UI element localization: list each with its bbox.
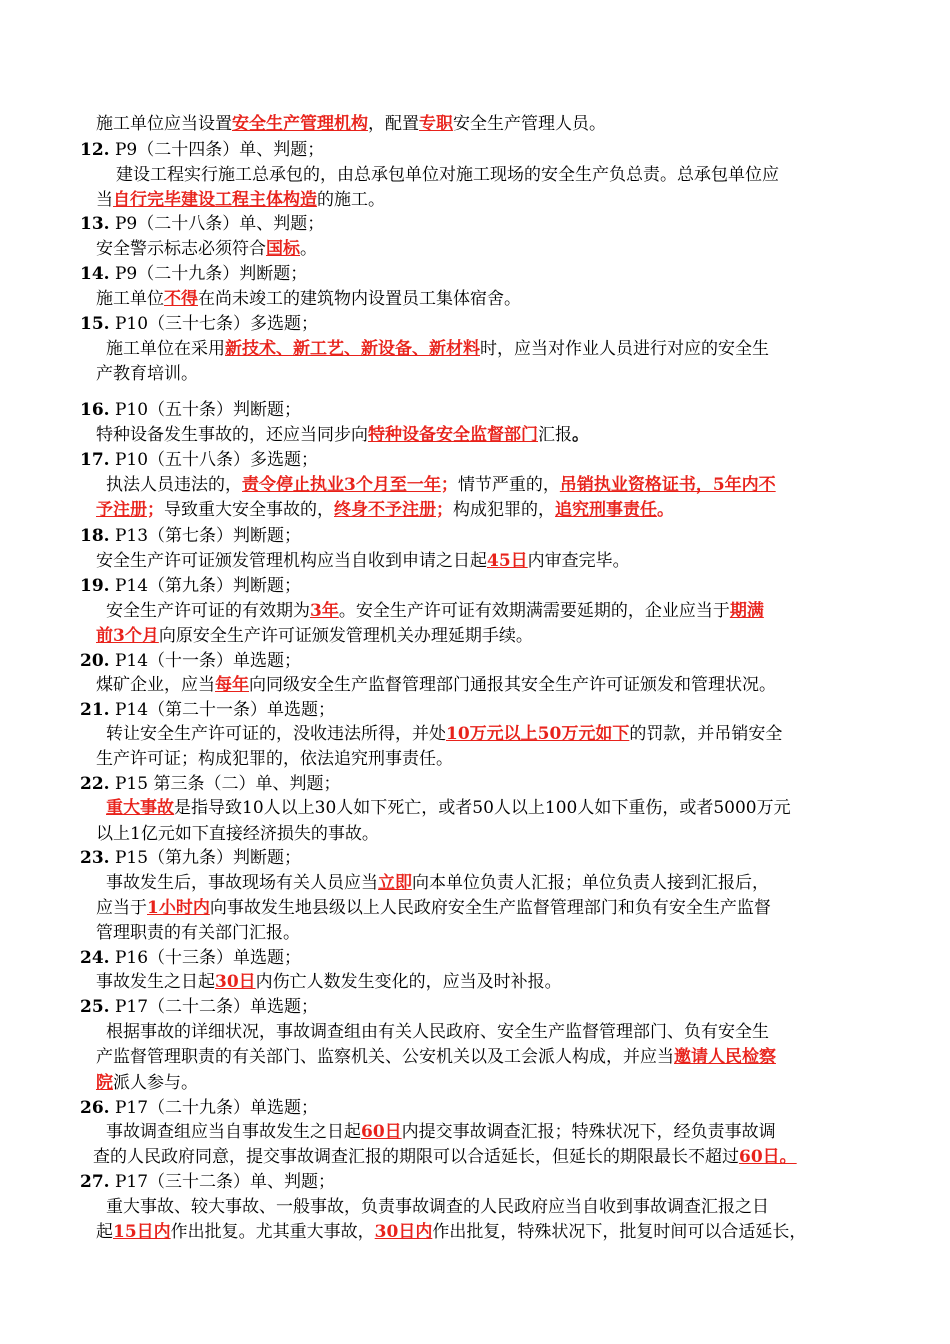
highlighted-term: 1小时内 [147, 898, 210, 918]
highlighted-term: 特种设备安全监督部门 [368, 425, 538, 445]
answer-line [96, 747, 453, 771]
text-run: P10（五十八条）多选题； [114, 450, 319, 470]
highlighted-term: 60日 [361, 1122, 402, 1142]
highlighted-term: 专职 [419, 114, 453, 134]
question-number: 24. [80, 948, 110, 968]
answer-line [96, 188, 385, 212]
text-run: 重大事故、较大事故、一般事故，负责事故调查的人民政府应当自收到事故调查汇报之日 [106, 1197, 769, 1217]
question-header [80, 138, 324, 162]
text-run: 当 [96, 190, 113, 210]
text-run: P10（三十七条）多选题； [114, 314, 319, 334]
question-number: 27. [80, 1172, 110, 1192]
highlighted-term: 15日内 [113, 1222, 171, 1242]
text-run: 内伤亡人数发生变化的，应当及时补报。 [255, 972, 562, 992]
answer-line [96, 423, 589, 447]
text-run: 安全生产许可证颁发管理机构应当自收到申请之日起 [96, 551, 487, 571]
text-run: 作出批复，特殊状况下，批复时间可以合适延长， [432, 1222, 807, 1242]
text-run: 安全警示标志必须符合 [96, 239, 266, 259]
text-run: 以上1亿元如下直接经济损失的事故。 [96, 824, 379, 844]
text-run: P13（第七条）判断题； [114, 526, 302, 546]
question-number: 15. [80, 314, 110, 334]
text-run: 事故发生之日起 [96, 972, 215, 992]
answer-line [96, 362, 198, 386]
question-number: 23. [80, 848, 110, 868]
text-run: P16（十三条）单选题； [114, 948, 302, 968]
question-number: 13. [80, 214, 110, 234]
highlighted-term: 院 [96, 1073, 113, 1093]
text-run: 在尚未竣工的建筑物内设置员工集体宿舍。 [198, 289, 521, 309]
question-header [80, 312, 318, 336]
text-run: P17（二十二条）单选题； [114, 997, 319, 1017]
answer-line [96, 112, 606, 136]
text-run: P9（二十九条）判断题； [114, 264, 308, 284]
text-run: 。 [572, 425, 589, 445]
text-run: 查的人民政府同意，提交事故调查汇报的期限可以合适延长，但延长的期限最长不超过 [93, 1147, 739, 1167]
question-number: 20. [80, 651, 110, 671]
highlighted-term: 30日内 [374, 1222, 433, 1242]
text-run: P10（五十条）判断题； [114, 400, 302, 420]
question-header [80, 262, 307, 286]
question-header [80, 574, 301, 598]
answer-line [96, 624, 533, 648]
question-number: 26. [80, 1098, 110, 1118]
text-run: 构成犯罪的， [453, 500, 555, 520]
question-header [80, 649, 301, 673]
text-run: 产教育培训。 [96, 364, 198, 384]
question-header [80, 995, 318, 1019]
text-run: 生产许可证；构成犯罪的，依法追究刑事责任。 [96, 749, 453, 769]
text-run: 事故调查组应当自事故发生之日起 [106, 1122, 361, 1142]
highlighted-term: 前3个月 [96, 626, 159, 646]
text-run: ，配置 [368, 114, 419, 134]
text-run: 派人参与。 [113, 1073, 198, 1093]
answer-line [96, 921, 300, 945]
text-run: 向本单位负责人汇报；单位负责人接到汇报后， [412, 873, 769, 893]
text-run: 向原安全生产许可证颁发管理机关办理延期手续。 [158, 626, 533, 646]
answer-line [93, 1145, 797, 1169]
question-header [80, 524, 301, 548]
highlighted-term: 责令停止执业3个月至一年 [242, 475, 441, 495]
text-run: 产监督管理职责的有关部门、监察机关、公安机关以及工会派人构成，并应当 [96, 1047, 674, 1067]
highlighted-term: 自行完毕建设工程主体构造 [113, 190, 317, 210]
highlighted-term: 60日。 [739, 1147, 797, 1167]
text-run: P14（十一条）单选题； [114, 651, 302, 671]
text-run: 施工单位 [96, 289, 164, 309]
question-number: 18. [80, 526, 110, 546]
text-run: 安全生产管理人员。 [453, 114, 606, 134]
question-number: 25. [80, 997, 110, 1017]
answer-line [106, 796, 791, 820]
highlighted-punctuation: ； [440, 475, 458, 495]
text-run: 煤矿企业，应当 [96, 675, 215, 695]
answer-line [106, 871, 769, 895]
text-run: P15 第三条（二）单、判题； [114, 774, 341, 794]
highlighted-term: 安全生产管理机构 [232, 114, 368, 134]
text-run: P14（第二十一条）单选题； [114, 700, 336, 720]
question-header [80, 1096, 318, 1120]
text-run: 执法人员违法的， [106, 475, 242, 495]
question-header [80, 772, 340, 796]
question-number: 19. [80, 576, 110, 596]
text-run: 的施工。 [317, 190, 385, 210]
answer-line [96, 549, 630, 573]
answer-line [116, 163, 779, 187]
text-run: 的罚款，并吊销安全 [629, 724, 783, 744]
text-run: 施工单位应当设置 [96, 114, 232, 134]
highlighted-term: 每年 [215, 675, 249, 695]
answer-line [106, 599, 764, 623]
text-run: 是指导致10人以上30人如下死亡，或者50人以上100人如下重伤，或者5000万元 [174, 798, 791, 818]
question-header [80, 1170, 335, 1194]
text-run: 时，应当对作业人员进行对应的安全生 [480, 339, 769, 359]
text-run: 特种设备发生事故的，还应当同步向 [96, 425, 368, 445]
text-run: 安全生产许可证的有效期为 [106, 601, 310, 621]
question-header [80, 398, 301, 422]
text-run: 建设工程实行施工总承包的，由总承包单位对施工现场的安全生产负总责。总承包单位应 [116, 165, 779, 185]
text-run: P9（二十八条）单、判题； [114, 214, 325, 234]
text-run: 情节严重的， [457, 475, 560, 495]
question-number: 21. [80, 700, 110, 720]
answer-line [106, 1020, 769, 1044]
text-run: 。安全生产许可证有效期满需要延期的，企业应当于 [338, 601, 730, 621]
highlighted-term: 邀请人民检察 [674, 1047, 776, 1067]
text-run: 施工单位在采用 [106, 339, 225, 359]
question-header [80, 946, 301, 970]
highlighted-term: 不得 [164, 289, 198, 309]
answer-line [106, 722, 782, 746]
highlighted-term: 追究刑事责任 [555, 500, 657, 520]
highlighted-term: 期满 [729, 601, 764, 621]
text-run: 向事故发生地县级以上人民政府安全生产监督管理部门和负有安全生产监督 [209, 898, 771, 918]
highlighted-punctuation: ； [147, 500, 164, 520]
answer-line [96, 970, 562, 994]
question-header [80, 698, 335, 722]
question-number: 12. [80, 140, 110, 160]
text-run: 事故发生后，事故现场有关人员应当 [106, 873, 378, 893]
highlighted-term: 立即 [378, 873, 412, 893]
highlighted-term: 3年 [310, 601, 339, 621]
answer-line [96, 822, 379, 846]
text-run: 起 [96, 1222, 113, 1242]
text-run: 管理职责的有关部门汇报。 [96, 923, 300, 943]
highlighted-term: 45日 [487, 551, 528, 571]
highlighted-term: 国标 [266, 239, 300, 259]
highlighted-term: 终身不予注册 [334, 500, 436, 520]
text-run: P17（三十二条）单、判题； [114, 1172, 336, 1192]
answer-line [96, 498, 674, 522]
text-run: 根据事故的详细状况，事故调查组由有关人民政府、安全生产监督管理部门、负有安全生 [106, 1022, 769, 1042]
question-header [80, 846, 301, 870]
highlighted-term: 30日 [215, 972, 256, 992]
answer-line [106, 337, 769, 361]
text-run: 导致重大安全事故的， [164, 500, 334, 520]
answer-line [106, 1120, 776, 1144]
answer-line [96, 287, 521, 311]
highlighted-term: 10万元以上50万元如下 [446, 724, 630, 744]
question-number: 17. [80, 450, 110, 470]
text-run: 转让安全生产许可证的，没收违法所得，并处 [106, 724, 446, 744]
text-run: 。 [300, 239, 317, 259]
answer-line [106, 473, 776, 497]
question-header [80, 448, 318, 472]
text-run: 内提交事故调查汇报；特殊状况下，经负责事故调 [401, 1122, 776, 1142]
text-run: 向同级安全生产监督管理部门通报其安全生产许可证颁发和管理状况。 [249, 675, 776, 695]
highlighted-punctuation: 。 [657, 500, 674, 520]
answer-line [96, 1045, 776, 1069]
question-number: 14. [80, 264, 110, 284]
text-run: 内审查完毕。 [527, 551, 630, 571]
question-number: 16. [80, 400, 110, 420]
question-header [80, 212, 324, 236]
highlighted-term: 予注册 [96, 500, 147, 520]
highlighted-term: 重大事故 [106, 798, 174, 818]
text-run: P17（二十九条）单选题； [114, 1098, 319, 1118]
text-run: 汇报 [538, 425, 572, 445]
answer-line [96, 237, 317, 261]
question-number: 22. [80, 774, 110, 794]
text-run: 应当于 [96, 898, 147, 918]
text-run: 作出批复。尤其重大事故， [170, 1222, 375, 1242]
answer-line [96, 896, 771, 920]
text-run: P14（第九条）判断题； [114, 576, 302, 596]
highlighted-term: 新技术、新工艺、新设备、新材料 [225, 339, 480, 359]
answer-line [96, 1071, 198, 1095]
answer-line [106, 1195, 769, 1219]
text-run: P15（第九条）判断题； [114, 848, 302, 868]
answer-line [96, 1220, 806, 1244]
text-run: P9（二十四条）单、判题； [114, 140, 325, 160]
answer-line [96, 673, 776, 697]
highlighted-term: 吊销执业资格证书，5年内不 [559, 475, 776, 495]
highlighted-punctuation: ； [436, 500, 453, 520]
